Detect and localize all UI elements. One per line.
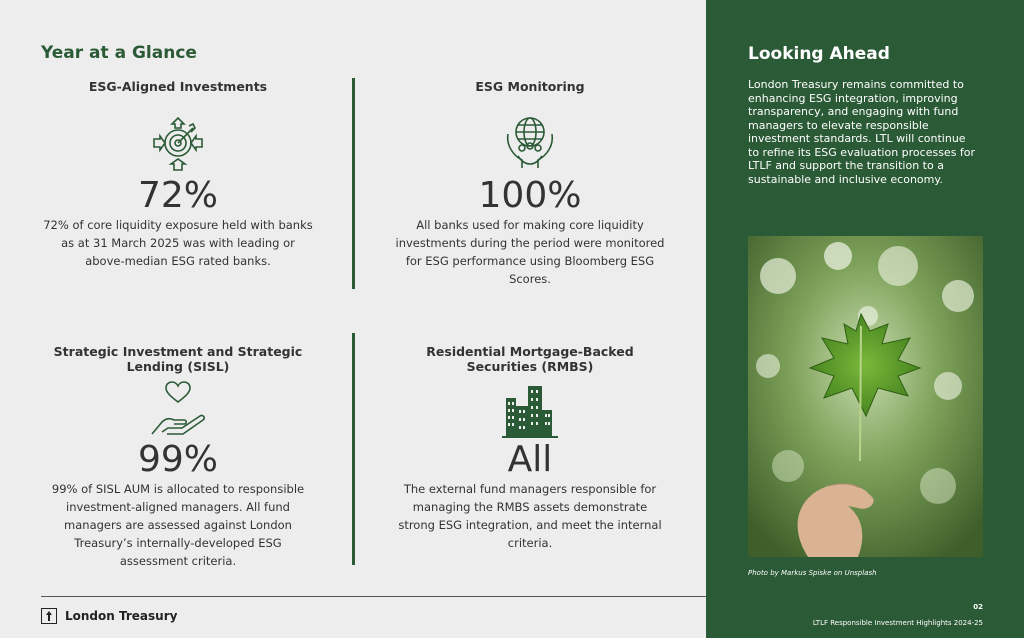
card-title: Strategic Investment and Strategic Lending (SISL) (53, 344, 303, 374)
looking-ahead-text: London Treasury remains committed to enhancing ESG integration, improving transparency, and engaging with fund managers to elevate responsible investment standards. LTL will continue to refine its ESG evaluation processes for LTLF and support the transition to a sustainable and inclusive economy. (748, 78, 976, 186)
document-title: LTLF Responsible Investment Highlights 2024-25 (812, 619, 983, 627)
card-title: ESG-Aligned Investments (88, 79, 268, 94)
card-title: Residential Mortgage-Backed Securities (RMBS) (426, 344, 634, 374)
page-heading: Year at a Glance (41, 43, 197, 63)
card-title: ESG Monitoring (475, 79, 585, 94)
buildings-icon (498, 378, 562, 440)
card-description: 99% of SISL AUM is allocated to responsible investment-aligned managers. All fund managers are assessed against London Treasury’s internally-developed ESG assessment criteria. (51, 482, 305, 568)
stat-value: 72% (137, 175, 218, 216)
column-divider-top (352, 78, 355, 289)
column-divider-bottom (352, 333, 355, 565)
card-description: The external fund managers responsible for managing the RMBS assets demonstrate strong ESG integration, and meet the internal criteria. (398, 482, 662, 550)
brand-logo (41, 608, 177, 624)
footer-divider-right (706, 596, 1024, 597)
page-number: 02 (973, 603, 983, 611)
card-rmbs (394, 344, 666, 552)
card-esg-monitoring (394, 79, 666, 288)
logo-mark-icon (41, 608, 57, 624)
brand-name: London Treasury (65, 609, 178, 623)
target-arrows-icon (146, 110, 210, 174)
heart-in-hand-icon (146, 380, 210, 438)
stat-value: 99% (137, 439, 218, 480)
card-sisl (42, 344, 314, 570)
card-esg-aligned-investments (42, 79, 314, 270)
footer-divider (41, 596, 706, 597)
stat-value: 100% (478, 175, 582, 216)
looking-ahead-heading: Looking Ahead (748, 44, 890, 64)
leaf-photo (748, 236, 983, 557)
stat-value: All (507, 439, 553, 480)
globe-in-hands-icon (498, 110, 562, 174)
card-description: All banks used for making core liquidity investments during the period were monitored for ESG performance using Bloomberg ESG Scores. (395, 218, 665, 286)
card-description: 72% of core liquidity exposure held with banks as at 31 March 2025 was with leading or above-median ESG rated banks. (43, 218, 313, 268)
photo-credit: Photo by Markus Spiske on Unsplash (748, 569, 877, 577)
